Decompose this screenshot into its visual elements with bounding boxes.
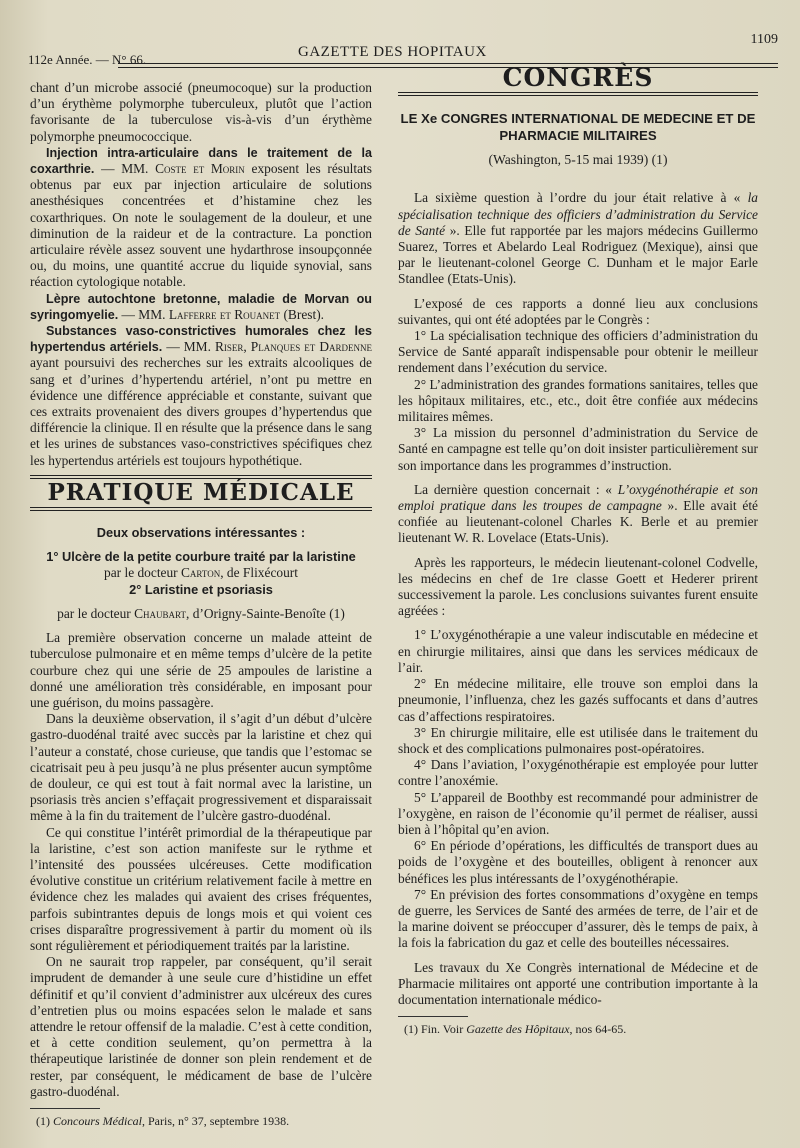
conclusion-item: 7° En prévision des fortes consommations d’oxygène en temps de guerre, les Services de Santé des armées de terre, de l’air et de la marine doivent se préoccuper d’assurer, dès le temps de paix, à la fois la fabrication du gaz et celle des bouteilles nécessaires. <box>398 886 758 951</box>
conclusion-item: 5° L’appareil de Boothby est recommandé pour administrer de l’oxygène, en raison de l’économie qu’il permet de réaliser, aussi bien à l’hôpital qu’en avion. <box>398 789 758 837</box>
paragraph: Ce qui constitue l’intérêt primordial de la thérapeutique par la laristine, c’est son action manifeste sur le rythme et l’intensité des poussées ulcéreuses. Cette modification évolutive constitue un critérium relativement facile à mettre en évidence chez les malades qui avaient des crises fréquentes, parfois subintrantes depuis de longs mois et qui voient ces crises disparaître progressivement à partir du moment où ils sont régulièrement et périodiquement traités par la laristine. <box>30 824 372 953</box>
paragraph-lepre: Lèpre autochtone bretonne, maladie de Morvan ou syringomyelie. — MM. Lafferre et Rouanet (Brest). <box>30 291 372 322</box>
page-number: 1109 <box>750 32 778 47</box>
observation-1-byline: par le docteur Carton, de Flixécourt <box>104 565 298 581</box>
conclusion-item: 4° Dans l’aviation, l’oxygénothérapie est employée pour lutter contre l’anoxémie. <box>398 757 758 789</box>
entry-title: Lèpre autochtone bretonne, maladie de Morvan ou syringomyelie. <box>30 291 372 322</box>
authors: Coste et Morin <box>155 161 245 177</box>
header-rule <box>118 63 778 64</box>
authors: Lafferre et Rouanet <box>168 306 281 322</box>
conclusion-item: 2° L’administration des grandes formations sanitaires, telles que les hôpitaux militaires, etc., etc., doit être confiée aux médecins militaires mêmes. <box>398 376 758 425</box>
paragraph: La dernière question concernait : « L’oxygénothérapie et son emploi pratique dans les troupes de campagne ». Elle avait été confiée au lieutenant-colonel Charles K. Berle et au premier lieutenant W. R. Lovelace (Etats-Unis). <box>398 481 759 546</box>
conclusion-item: 3° En chirurgie militaire, elle est utilisée dans le traitement du shock et des complications pulmonaires post-opératoires. <box>398 724 758 756</box>
paragraph-substances: Substances vaso-constrictives humorales chez les hypertendus artériels. — MM. Riser, Planques et Dardenne ayant poursuivi des recherches sur les extraits alcooliques de sang et d’urines d’hypertendu artériel, n’ont pu mettre en évidence une différence appréciable et constante, suivant que ces extraits provenaient des divers groupes d’hypertendus que différencie la clinique. Il en résulte que la présence dans le sang et les urines de substances vaso-constrictives spécifiques chez les hypertendus artériels est toujours hypothétique. <box>30 324 372 468</box>
conclusion-item: 6° En période d’opérations, les difficultés de transport dues au poids de l’oxygène et des bouteilles, obligent à renoncer aux bénéfices les plus intéressants de l’oxygénothérapie. <box>398 838 758 886</box>
paragraph: Les travaux du Xe Congrès international de Médecine et de Pharmacie militaires ont apporté une contribution importante à la documentation internationale médico- <box>398 959 758 1007</box>
paragraph: chant d’un microbe associé (pneumocoque) sur la production d’un érythème polymorphe tuberculeux, plutôt que l’action favorisante de la tuberculose vis-à-vis d’un érythème polymorphe pneumococcique. <box>30 80 372 144</box>
footnote-rule <box>30 1108 100 1109</box>
paragraph: L’exposé de ces rapports a donné lieu aux conclusions suivantes, qui ont été adoptées par le Congrès : <box>398 295 758 327</box>
left-column <box>30 80 372 1129</box>
footnote-rule <box>398 1016 468 1017</box>
paragraph: La sixième question à l’ordre du jour était relative à « la spécialisation technique des officiers d’administration du Service de Santé ». Elle fut rapportée par les majors médecins Guillermo Suarez, Torres et Abelardo Leal Rodriguez (Mexique), ainsi que par le lieutenant-colonel George C. Dunham et le major Earle Standlee (Etats-Unis). <box>398 190 758 287</box>
observation-2-byline: par le docteur Chaubart, d’Origny-Sainte-Benoîte (1) <box>57 605 345 621</box>
entry-title: Injection intra-articulaire dans le traitement de la coxarthrie. <box>30 145 372 177</box>
section-rule <box>30 507 372 511</box>
conclusion-item: 2° En médecine militaire, elle trouve son emploi dans la pneumonie, l’influenza, chez les gazés suffocants et dans d’autres cas d’affections respiratoires. <box>398 676 758 724</box>
paragraph: Après les rapporteurs, le médecin lieutenant-colonel Codvelle, les médecins en chef de 1re classe Goett et Hederer prirent successivement la parole. Les conclusions suivantes furent ensuite agréées : <box>398 554 758 619</box>
congress-place: (Washington, 5-15 mai 1939) (1) <box>488 152 668 168</box>
authors: Riser, Planques et Dardenne <box>214 339 372 355</box>
footnote: (1) Concours Médical, Paris, n° 37, septembre 1938. <box>36 1113 290 1128</box>
entry-title: Substances vaso-constrictives humorales chez les hypertendus artériels. <box>30 324 372 355</box>
article-title: Deux observations intéressantes : <box>96 525 306 541</box>
section-title: PRATIQUE MÉDICALE <box>47 478 355 506</box>
paragraph: La première observation concerne un malade atteint de tuberculose pulmonaire et en même temps d’ulcère de la petite courbure chez qui une série de 25 ampoules de laristine a donné une amélioration très considérable, en imposant pour une guérison, du moins passagère. <box>30 630 372 710</box>
section-rule <box>398 92 758 96</box>
conclusion-item: 3° La mission du personnel d’administration du Service de Santé en campagne est telle qu’on doit insister particulièrement sur son importance dans les programmes d’instruction. <box>398 425 758 473</box>
footnote: (1) Fin. Voir Gazette des Hôpitaux, nos 64-65. <box>404 1022 627 1037</box>
congress-title: LE Xe CONGRES INTERNATIONAL DE MEDECINE ET DE PHARMACIE MILITAIRES <box>400 111 756 144</box>
paragraph: On ne saurait trop rappeler, par conséquent, qu’il serait imprudent de demander à une seule cure d’histidine un effet définitif et qu’il convient d’administrer aux ulcéreux des cures d’entretien plus ou moins espacées selon le malade et sans attendre le retour offensif de la maladie. C’est à cette condition, et à cette condition seulement, qu’on permettra à la thérapeutique laristinée de donner son plein rendement et de rester, par conséquent, le médicament de base de l’ulcère gastro-duodénal. <box>30 954 372 1099</box>
conclusion-item: 1° L’oxygénothérapie a une valeur indiscutable en médecine et en chirurgie militaires, ainsi que dans les services médicaux de l’air. <box>398 627 758 675</box>
issue-label: 112e Année. — N° 66. <box>28 52 147 67</box>
observation-2-title: 2° Laristine et psoriasis <box>129 581 273 597</box>
right-column <box>398 63 759 1037</box>
observation-1-title: 1° Ulcère de la petite courbure traité par la laristine <box>46 549 356 565</box>
journal-title: GAZETTE DES HOPITAUX <box>298 44 487 60</box>
paragraph-injection: Injection intra-articulaire dans le traitement de la coxarthrie. — MM. Coste et Morin exposent les résultats obtenus par eux par injection articulaire de solutions anesthésiques concentrées et d’histamine chez les coxarthriques. On note le soulagement de la douleur, et une diminution de la raideur et de la contracture. La ponction articulaire révèle assez souvent une hydarthrose insoupçonnée ou, du moins, une quantité accrue du liquide synovial, sans réaction cytologique notable. <box>30 145 372 290</box>
paragraph: Dans la deuxième observation, il s’agit d’un début d’ulcère gastro-duodénal traité avec succès par la laristine et chez qui l’auteur a constaté, chose curieuse, que tandis que l’estomac se cicatrisait peu à peu jusqu’à ne plus présenter aucun symptôme de douleur, ce qui est tout à fait normal avec la laristine, un psoriasis très ancien s’effaçait progressivement et disparaissait même à la fin du traitement de l’ulcère gastro-duodénal. <box>30 711 372 824</box>
conclusion-item: 1° La spécialisation technique des officiers d’administration du Service de Santé apparaît indispensable pour obtenir le meilleur rendement dans l’exécution du service. <box>398 328 758 376</box>
section-title: CONGRÈS <box>502 63 654 92</box>
